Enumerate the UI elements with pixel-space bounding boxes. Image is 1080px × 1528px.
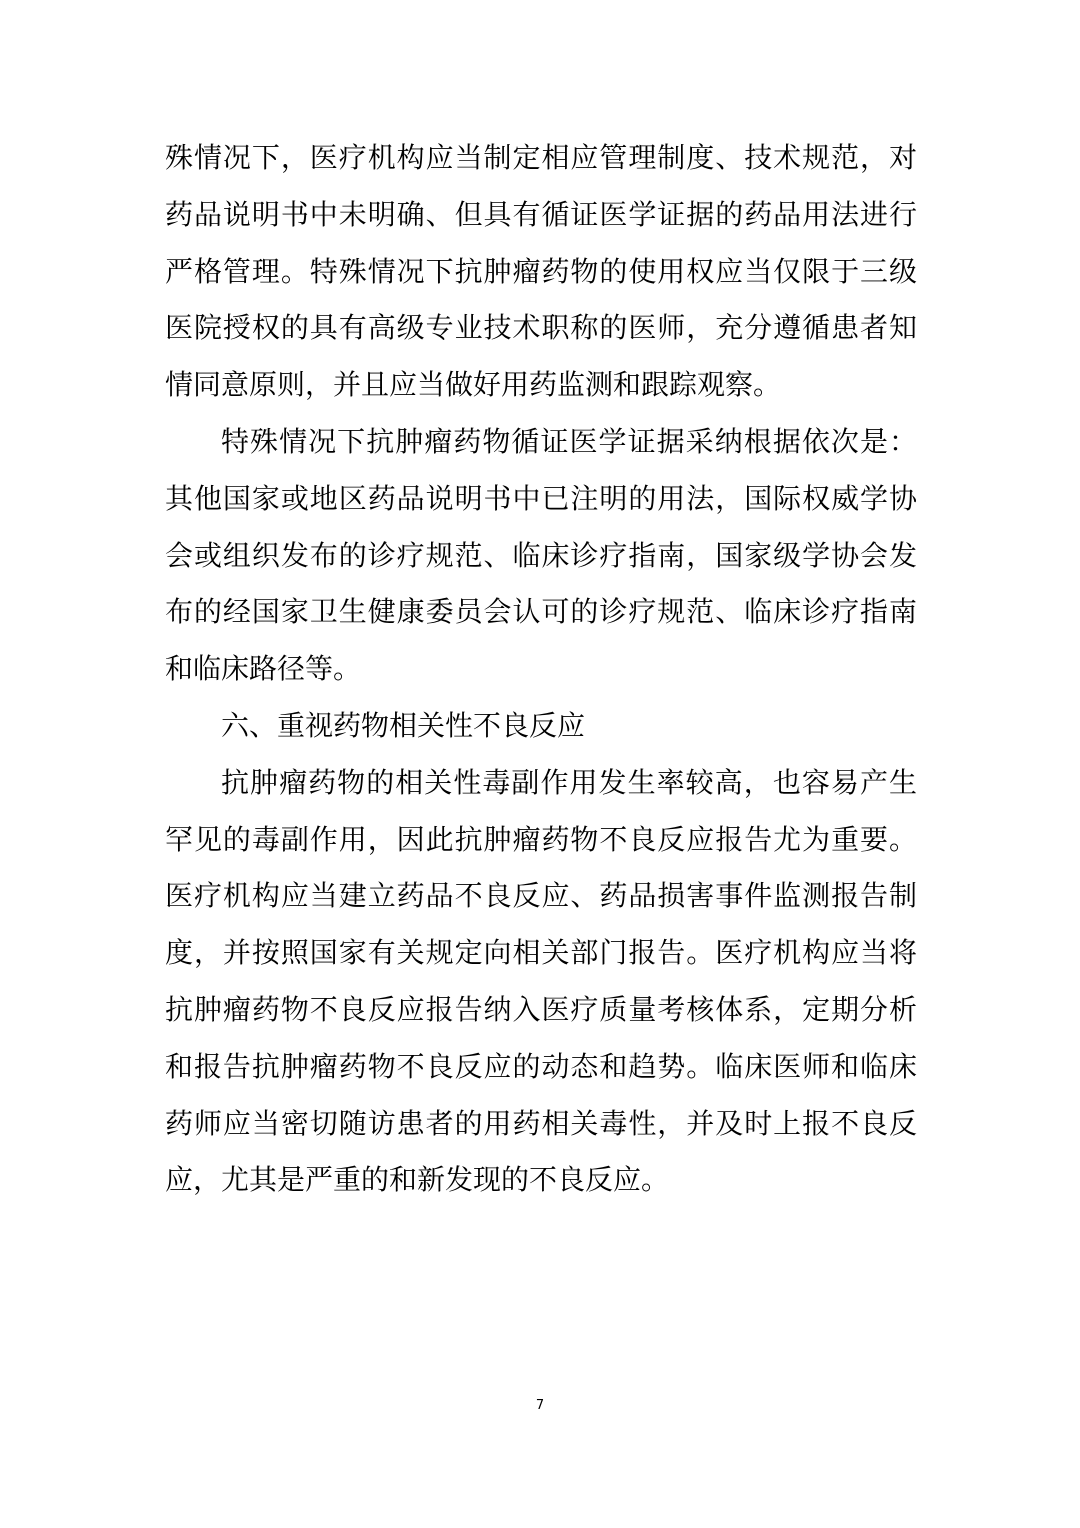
page-number: 7	[535, 1398, 545, 1413]
body-text	[165, 130, 917, 1209]
text-line: 抗肿瘤药物的相关性毒副作用发生率较高，也容易产生	[221, 765, 917, 799]
text-line: 和临床路径等。	[165, 652, 362, 686]
text-line: 应，尤其是严重的和新发现的不良反应。	[165, 1163, 670, 1197]
text-line: 和报告抗肿瘤药物不良反应的动态和趋势。临床医师和临床	[165, 1049, 917, 1083]
text-line: 殊情况下，医疗机构应当制定相应管理制度、技术规范，对	[165, 141, 917, 174]
text-line: 其他国家或地区药品说明书中已注明的用法，国际权威学协	[165, 481, 917, 515]
text-line: 抗肿瘤药物不良反应报告纳入医疗质量考核体系，定期分析	[165, 992, 917, 1026]
text-line: 会或组织发布的诊疗规范、临床诊疗指南，国家级学协会发	[165, 538, 917, 572]
text-line: 情同意原则，并且应当做好用药监测和跟踪观察。	[165, 368, 782, 402]
section-heading: 六、重视药物相关性不良反应	[221, 708, 586, 742]
text-line: 医疗机构应当建立药品不良反应、药品损害事件监测报告制	[165, 879, 917, 913]
text-line: 特殊情况下抗肿瘤药物循证医学证据采纳根据依次是：	[221, 424, 917, 458]
text-line: 罕见的毒副作用，因此抗肿瘤药物不良反应报告尤为重要。	[165, 822, 917, 856]
text-line: 严格管理。特殊情况下抗肿瘤药物的使用权应当仅限于三级	[165, 254, 917, 288]
text-line: 度，并按照国家有关规定向相关部门报告。医疗机构应当将	[165, 936, 917, 970]
text-line: 药品说明书中未明确、但具有循证医学证据的药品用法进行	[165, 197, 917, 231]
text-line: 布的经国家卫生健康委员会认可的诊疗规范、临床诊疗指南	[165, 595, 917, 629]
text-line: 医院授权的具有高级专业技术职称的医师，充分遵循患者知	[165, 311, 917, 345]
text-line: 药师应当密切随访患者的用药相关毒性，并及时上报不良反	[165, 1106, 917, 1140]
